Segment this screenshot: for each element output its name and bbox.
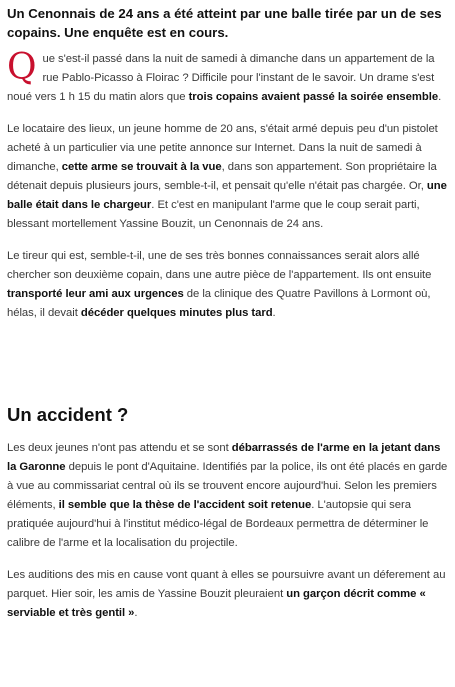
paragraph-1-text-2: . (438, 91, 442, 103)
paragraph-5-text-1: Les auditions des mis en cause vont quant à elles se poursuivre avant un déferement au parquet. Hier soir, les amis de Yassine Bouzit pleuraient (7, 569, 446, 600)
drop-cap: Q (7, 47, 37, 88)
paragraph-3-bold-2: décéder quelques minutes plus tard (80, 307, 273, 319)
section-heading: Un accident ? (7, 404, 129, 425)
paragraph-4 (7, 439, 449, 553)
paragraph-5-bold-1: un garçon décrit comme « serviable et très gentil » (7, 588, 426, 619)
paragraph-3-bold-1: transporté leur ami aux urgences (7, 288, 184, 300)
paragraph-2-bold-2: une balle était dans le chargeur (7, 180, 447, 211)
paragraph-4-text-3: . L'autopsie qui sera pratiquée aujourd'hui à l'institut médico-légal de Bordeaux permettra de déterminer le calibre de l'arme et la localisation du projectile. (7, 499, 429, 549)
paragraph-4-text-1: Les deux jeunes n'ont pas attendu et se sont (7, 442, 232, 454)
article-lead: Un Cenonnais de 24 ans a été atteint par une balle tirée par un de ses copains. Une enquête est en cours. (7, 6, 442, 40)
paragraph-2-text-2: , dans son appartement. Son propriétaire la détenait depuis plusieurs jours, semble-t-il, et pensait qu'elle n'était pas chargée. Or, (7, 161, 437, 192)
paragraph-2 (7, 120, 449, 234)
paragraph-4-text-2: depuis le pont d'Aquitaine. Identifiés par la police, ils ont été placés en garde à vue au commissariat central où ils se trouvent encore aujourd'hui. Selon les premiers éléments, (7, 461, 448, 511)
paragraph-3-text-3: . (272, 307, 276, 319)
paragraph-1 (7, 47, 449, 107)
paragraph-5-text-2: . (134, 607, 138, 619)
paragraph-3-text-2: de la clinique des Quatre Pavillons à Lormont où, hélas, il devait (7, 288, 431, 319)
paragraph-2-text-3: . Et c'est en manipulant l'arme que le coup serait parti, blessant mortellement Yassine Bouzit, un Cenonnais de 24 ans. (7, 199, 420, 230)
paragraph-4-bold-1: débarrassés de l'arme en la jetant dans la Garonne (7, 442, 441, 473)
paragraph-2-text-1: Le locataire des lieux, un jeune homme de 20 ans, s'était armé depuis peu d'un pistolet acheté à un particulier via une petite annonce sur Internet. Dans la nuit de samedi à dimanche, (7, 123, 438, 173)
paragraph-3 (7, 247, 449, 323)
paragraph-3-text-1: Le tireur qui est, semble-t-il, une de ses très bonnes connaissances serait alors allé chercher son deuxième copain, dans une autre pièce de l'appartement. Ils ont ensuite (7, 250, 432, 281)
paragraph-2-bold-1: cette arme se trouvait à la vue (61, 161, 222, 173)
paragraph-5 (7, 566, 449, 623)
paragraph-4-bold-2: il semble que la thèse de l'accident soit retenue (58, 499, 312, 511)
paragraph-1-bold-1: trois copains avaient passé la soirée ensemble (188, 91, 439, 103)
article (7, 4, 449, 636)
paragraph-1-text-1: ue s'est-il passé dans la nuit de samedi à dimanche dans un appartement de la rue Pablo-Picasso à Floirac ? Difficile pour l'instant de le savoir. Un drame s'est noué vers 1 h 15 du matin alors que (7, 53, 435, 103)
